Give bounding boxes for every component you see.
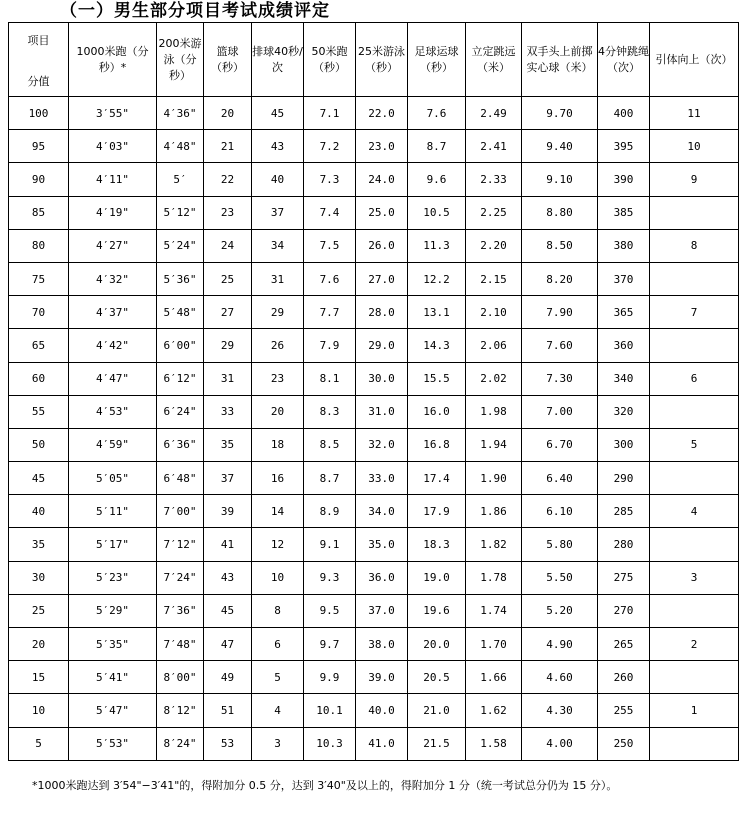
- value-cell: 7.7: [304, 296, 356, 329]
- value-cell: 5′: [157, 163, 204, 196]
- value-cell: 25.0: [356, 196, 408, 229]
- value-cell: 380: [598, 229, 650, 262]
- value-cell: 2.02: [466, 362, 522, 395]
- value-cell: 11.3: [408, 229, 466, 262]
- value-cell: 7.1: [304, 97, 356, 130]
- value-cell: [650, 594, 739, 627]
- column-header: 1000米跑（分秒）*: [69, 23, 157, 97]
- table-row: [9, 395, 739, 428]
- value-cell: 5.20: [522, 594, 598, 627]
- column-header: 4分钟跳绳（次）: [598, 23, 650, 97]
- footnote: *1000米跑达到 3′54"−3′41"的，得附加分 0.5 分，达到 3′40"及以上的，得附加分 1 分（统一考试总分仍为 15 分）。: [32, 779, 618, 792]
- page-title: （一）男生部分项目考试成绩评定: [60, 1, 330, 21]
- value-cell: 275: [598, 561, 650, 594]
- value-cell: 45: [252, 97, 304, 130]
- value-cell: 33: [204, 395, 252, 428]
- value-cell: 34: [252, 229, 304, 262]
- value-cell: 26: [252, 329, 304, 362]
- value-cell: 8.9: [304, 495, 356, 528]
- value-cell: 4′36": [157, 97, 204, 130]
- value-cell: 2.33: [466, 163, 522, 196]
- value-cell: 26.0: [356, 229, 408, 262]
- value-cell: 18: [252, 428, 304, 461]
- value-cell: 16.8: [408, 428, 466, 461]
- value-cell: 1.94: [466, 428, 522, 461]
- value-cell: 11: [650, 97, 739, 130]
- value-cell: [650, 329, 739, 362]
- value-cell: 7′36": [157, 594, 204, 627]
- value-cell: [650, 196, 739, 229]
- value-cell: 255: [598, 694, 650, 727]
- value-cell: 4.30: [522, 694, 598, 727]
- value-cell: 9.40: [522, 130, 598, 163]
- score-cell: 50: [9, 428, 69, 461]
- value-cell: 31.0: [356, 395, 408, 428]
- value-cell: 24: [204, 229, 252, 262]
- value-cell: 2.49: [466, 97, 522, 130]
- value-cell: 17.9: [408, 495, 466, 528]
- value-cell: 8.3: [304, 395, 356, 428]
- value-cell: 4′42": [69, 329, 157, 362]
- value-cell: 19.6: [408, 594, 466, 627]
- value-cell: 5′29": [69, 594, 157, 627]
- value-cell: 1.58: [466, 727, 522, 760]
- value-cell: 8′00": [157, 661, 204, 694]
- value-cell: 340: [598, 362, 650, 395]
- table-row: [9, 296, 739, 329]
- value-cell: 7.2: [304, 130, 356, 163]
- value-cell: 35.0: [356, 528, 408, 561]
- score-cell: 70: [9, 296, 69, 329]
- score-cell: 75: [9, 262, 69, 295]
- value-cell: 7.6: [408, 97, 466, 130]
- value-cell: [650, 661, 739, 694]
- value-cell: 5′36": [157, 262, 204, 295]
- value-cell: 45: [204, 594, 252, 627]
- value-cell: 5′17": [69, 528, 157, 561]
- value-cell: 29: [204, 329, 252, 362]
- column-header: 25米游泳（秒）: [356, 23, 408, 97]
- value-cell: 4.00: [522, 727, 598, 760]
- value-cell: 6′36": [157, 428, 204, 461]
- value-cell: 9.70: [522, 97, 598, 130]
- score-cell: 15: [9, 661, 69, 694]
- value-cell: 1.90: [466, 462, 522, 495]
- value-cell: 9.9: [304, 661, 356, 694]
- value-cell: 2.20: [466, 229, 522, 262]
- value-cell: 5′23": [69, 561, 157, 594]
- value-cell: 41: [204, 528, 252, 561]
- value-cell: 4′37": [69, 296, 157, 329]
- value-cell: 9.1: [304, 528, 356, 561]
- score-cell: 55: [9, 395, 69, 428]
- corner-label-item: 项目: [27, 34, 50, 47]
- value-cell: 8.7: [304, 462, 356, 495]
- value-cell: 7.60: [522, 329, 598, 362]
- value-cell: 9.10: [522, 163, 598, 196]
- value-cell: 4′47": [69, 362, 157, 395]
- score-cell: 80: [9, 229, 69, 262]
- value-cell: 40: [252, 163, 304, 196]
- value-cell: 2.10: [466, 296, 522, 329]
- value-cell: 7′00": [157, 495, 204, 528]
- value-cell: 250: [598, 727, 650, 760]
- value-cell: 8.20: [522, 262, 598, 295]
- value-cell: 24.0: [356, 163, 408, 196]
- column-header: 200米游泳（分秒）: [157, 23, 204, 97]
- value-cell: 8: [650, 229, 739, 262]
- value-cell: 10.1: [304, 694, 356, 727]
- value-cell: 1.86: [466, 495, 522, 528]
- value-cell: 4′48": [157, 130, 204, 163]
- score-table: [8, 22, 739, 761]
- value-cell: 7: [650, 296, 739, 329]
- value-cell: 360: [598, 329, 650, 362]
- value-cell: 22.0: [356, 97, 408, 130]
- value-cell: 21: [204, 130, 252, 163]
- table-header-row: [9, 23, 739, 97]
- column-header: 篮球（秒）: [204, 23, 252, 97]
- value-cell: 38.0: [356, 628, 408, 661]
- value-cell: 29.0: [356, 329, 408, 362]
- value-cell: 1.66: [466, 661, 522, 694]
- header-corner-cell: [9, 23, 69, 97]
- value-cell: 49: [204, 661, 252, 694]
- value-cell: 27: [204, 296, 252, 329]
- score-cell: 25: [9, 594, 69, 627]
- value-cell: 29: [252, 296, 304, 329]
- value-cell: 3: [252, 727, 304, 760]
- value-cell: 22: [204, 163, 252, 196]
- value-cell: 8.80: [522, 196, 598, 229]
- value-cell: 270: [598, 594, 650, 627]
- value-cell: 1.98: [466, 395, 522, 428]
- score-cell: 35: [9, 528, 69, 561]
- value-cell: 5′11": [69, 495, 157, 528]
- value-cell: 34.0: [356, 495, 408, 528]
- table-row: [9, 661, 739, 694]
- value-cell: 7.6: [304, 262, 356, 295]
- score-cell: 65: [9, 329, 69, 362]
- table-row: [9, 495, 739, 528]
- value-cell: 2: [650, 628, 739, 661]
- value-cell: 7′48": [157, 628, 204, 661]
- value-cell: 23: [252, 362, 304, 395]
- value-cell: 5: [650, 428, 739, 461]
- value-cell: 385: [598, 196, 650, 229]
- value-cell: 7.3: [304, 163, 356, 196]
- value-cell: 12: [252, 528, 304, 561]
- value-cell: 21.5: [408, 727, 466, 760]
- value-cell: 35: [204, 428, 252, 461]
- value-cell: 19.0: [408, 561, 466, 594]
- value-cell: 51: [204, 694, 252, 727]
- column-header: 双手头上前掷实心球（米）: [522, 23, 598, 97]
- value-cell: 16.0: [408, 395, 466, 428]
- value-cell: 1.74: [466, 594, 522, 627]
- table-row: [9, 362, 739, 395]
- value-cell: 23.0: [356, 130, 408, 163]
- value-cell: 365: [598, 296, 650, 329]
- value-cell: 8′24": [157, 727, 204, 760]
- column-header: 50米跑（秒）: [304, 23, 356, 97]
- value-cell: 2.15: [466, 262, 522, 295]
- value-cell: 8.7: [408, 130, 466, 163]
- value-cell: 36.0: [356, 561, 408, 594]
- value-cell: 4′27": [69, 229, 157, 262]
- value-cell: 20: [204, 97, 252, 130]
- value-cell: 6.40: [522, 462, 598, 495]
- value-cell: [650, 262, 739, 295]
- value-cell: 5′05": [69, 462, 157, 495]
- value-cell: 37: [204, 462, 252, 495]
- table-row: [9, 727, 739, 760]
- value-cell: 21.0: [408, 694, 466, 727]
- value-cell: 32.0: [356, 428, 408, 461]
- score-cell: 20: [9, 628, 69, 661]
- value-cell: 7′12": [157, 528, 204, 561]
- value-cell: 9.5: [304, 594, 356, 627]
- value-cell: 7.00: [522, 395, 598, 428]
- value-cell: 260: [598, 661, 650, 694]
- value-cell: 14: [252, 495, 304, 528]
- value-cell: 4: [252, 694, 304, 727]
- value-cell: 7.9: [304, 329, 356, 362]
- value-cell: 5′48": [157, 296, 204, 329]
- value-cell: 41.0: [356, 727, 408, 760]
- score-cell: 85: [9, 196, 69, 229]
- value-cell: 9.7: [304, 628, 356, 661]
- value-cell: 5: [252, 661, 304, 694]
- value-cell: 31: [204, 362, 252, 395]
- value-cell: 4′19": [69, 196, 157, 229]
- value-cell: 14.3: [408, 329, 466, 362]
- value-cell: 1: [650, 694, 739, 727]
- value-cell: 4.90: [522, 628, 598, 661]
- value-cell: 8.1: [304, 362, 356, 395]
- value-cell: 4: [650, 495, 739, 528]
- column-header: 立定跳远（米）: [466, 23, 522, 97]
- value-cell: 18.3: [408, 528, 466, 561]
- score-cell: 90: [9, 163, 69, 196]
- table-row: [9, 97, 739, 130]
- value-cell: 5.80: [522, 528, 598, 561]
- value-cell: [650, 528, 739, 561]
- value-cell: 10: [252, 561, 304, 594]
- value-cell: 53: [204, 727, 252, 760]
- value-cell: [650, 395, 739, 428]
- table-row: [9, 594, 739, 627]
- value-cell: 1.78: [466, 561, 522, 594]
- value-cell: 5′53": [69, 727, 157, 760]
- table-row: [9, 694, 739, 727]
- score-cell: 40: [9, 495, 69, 528]
- score-cell: 100: [9, 97, 69, 130]
- value-cell: 5.50: [522, 561, 598, 594]
- value-cell: 6′24": [157, 395, 204, 428]
- table-body: [9, 97, 739, 761]
- column-header: 引体向上（次）: [650, 23, 739, 97]
- table-row: [9, 628, 739, 661]
- value-cell: 10: [650, 130, 739, 163]
- value-cell: 4′53": [69, 395, 157, 428]
- score-cell: 5: [9, 727, 69, 760]
- value-cell: 5′24": [157, 229, 204, 262]
- value-cell: 8′12": [157, 694, 204, 727]
- value-cell: 3′55": [69, 97, 157, 130]
- score-cell: 30: [9, 561, 69, 594]
- value-cell: 9: [650, 163, 739, 196]
- value-cell: 290: [598, 462, 650, 495]
- table-row: [9, 196, 739, 229]
- value-cell: 20: [252, 395, 304, 428]
- table-row: [9, 163, 739, 196]
- value-cell: 285: [598, 495, 650, 528]
- value-cell: 300: [598, 428, 650, 461]
- table-row: [9, 329, 739, 362]
- value-cell: 23: [204, 196, 252, 229]
- value-cell: 280: [598, 528, 650, 561]
- value-cell: 10.3: [304, 727, 356, 760]
- value-cell: 1.62: [466, 694, 522, 727]
- value-cell: 8: [252, 594, 304, 627]
- value-cell: 20.0: [408, 628, 466, 661]
- value-cell: 400: [598, 97, 650, 130]
- corner-label-score: 分值: [27, 75, 50, 88]
- value-cell: 6: [650, 362, 739, 395]
- value-cell: 7′24": [157, 561, 204, 594]
- value-cell: 37.0: [356, 594, 408, 627]
- table-row: [9, 561, 739, 594]
- value-cell: 40.0: [356, 694, 408, 727]
- value-cell: 43: [252, 130, 304, 163]
- value-cell: 6.70: [522, 428, 598, 461]
- value-cell: [650, 727, 739, 760]
- table-row: [9, 262, 739, 295]
- value-cell: 10.5: [408, 196, 466, 229]
- value-cell: 6′12": [157, 362, 204, 395]
- value-cell: 4′03": [69, 130, 157, 163]
- table-row: [9, 462, 739, 495]
- value-cell: 13.1: [408, 296, 466, 329]
- value-cell: 28.0: [356, 296, 408, 329]
- value-cell: 6.10: [522, 495, 598, 528]
- value-cell: 5′41": [69, 661, 157, 694]
- value-cell: 390: [598, 163, 650, 196]
- value-cell: 27.0: [356, 262, 408, 295]
- table-row: [9, 428, 739, 461]
- value-cell: 7.4: [304, 196, 356, 229]
- column-header: 足球运球（秒）: [408, 23, 466, 97]
- value-cell: 2.06: [466, 329, 522, 362]
- score-cell: 60: [9, 362, 69, 395]
- value-cell: 9.6: [408, 163, 466, 196]
- value-cell: 370: [598, 262, 650, 295]
- value-cell: 4′32": [69, 262, 157, 295]
- score-cell: 45: [9, 462, 69, 495]
- value-cell: 7.30: [522, 362, 598, 395]
- value-cell: 4′59": [69, 428, 157, 461]
- value-cell: 6: [252, 628, 304, 661]
- score-cell: 95: [9, 130, 69, 163]
- value-cell: 2.41: [466, 130, 522, 163]
- value-cell: 5′35": [69, 628, 157, 661]
- value-cell: 20.5: [408, 661, 466, 694]
- value-cell: 1.82: [466, 528, 522, 561]
- value-cell: 7.90: [522, 296, 598, 329]
- value-cell: 5′47": [69, 694, 157, 727]
- value-cell: 6′48": [157, 462, 204, 495]
- value-cell: 16: [252, 462, 304, 495]
- table-row: [9, 130, 739, 163]
- value-cell: 395: [598, 130, 650, 163]
- value-cell: [650, 462, 739, 495]
- value-cell: 4.60: [522, 661, 598, 694]
- value-cell: 43: [204, 561, 252, 594]
- value-cell: 9.3: [304, 561, 356, 594]
- value-cell: 47: [204, 628, 252, 661]
- score-cell: 10: [9, 694, 69, 727]
- value-cell: 1.70: [466, 628, 522, 661]
- value-cell: 5′12": [157, 196, 204, 229]
- value-cell: 265: [598, 628, 650, 661]
- value-cell: 15.5: [408, 362, 466, 395]
- value-cell: 3: [650, 561, 739, 594]
- value-cell: 25: [204, 262, 252, 295]
- value-cell: 320: [598, 395, 650, 428]
- value-cell: 4′11": [69, 163, 157, 196]
- value-cell: 8.5: [304, 428, 356, 461]
- value-cell: 7.5: [304, 229, 356, 262]
- value-cell: 6′00": [157, 329, 204, 362]
- value-cell: 17.4: [408, 462, 466, 495]
- value-cell: 37: [252, 196, 304, 229]
- value-cell: 33.0: [356, 462, 408, 495]
- value-cell: 12.2: [408, 262, 466, 295]
- value-cell: 39: [204, 495, 252, 528]
- column-header: 排球40秒/次: [252, 23, 304, 97]
- value-cell: 31: [252, 262, 304, 295]
- value-cell: 8.50: [522, 229, 598, 262]
- value-cell: 30.0: [356, 362, 408, 395]
- value-cell: 2.25: [466, 196, 522, 229]
- value-cell: 39.0: [356, 661, 408, 694]
- table-row: [9, 229, 739, 262]
- table-row: [9, 528, 739, 561]
